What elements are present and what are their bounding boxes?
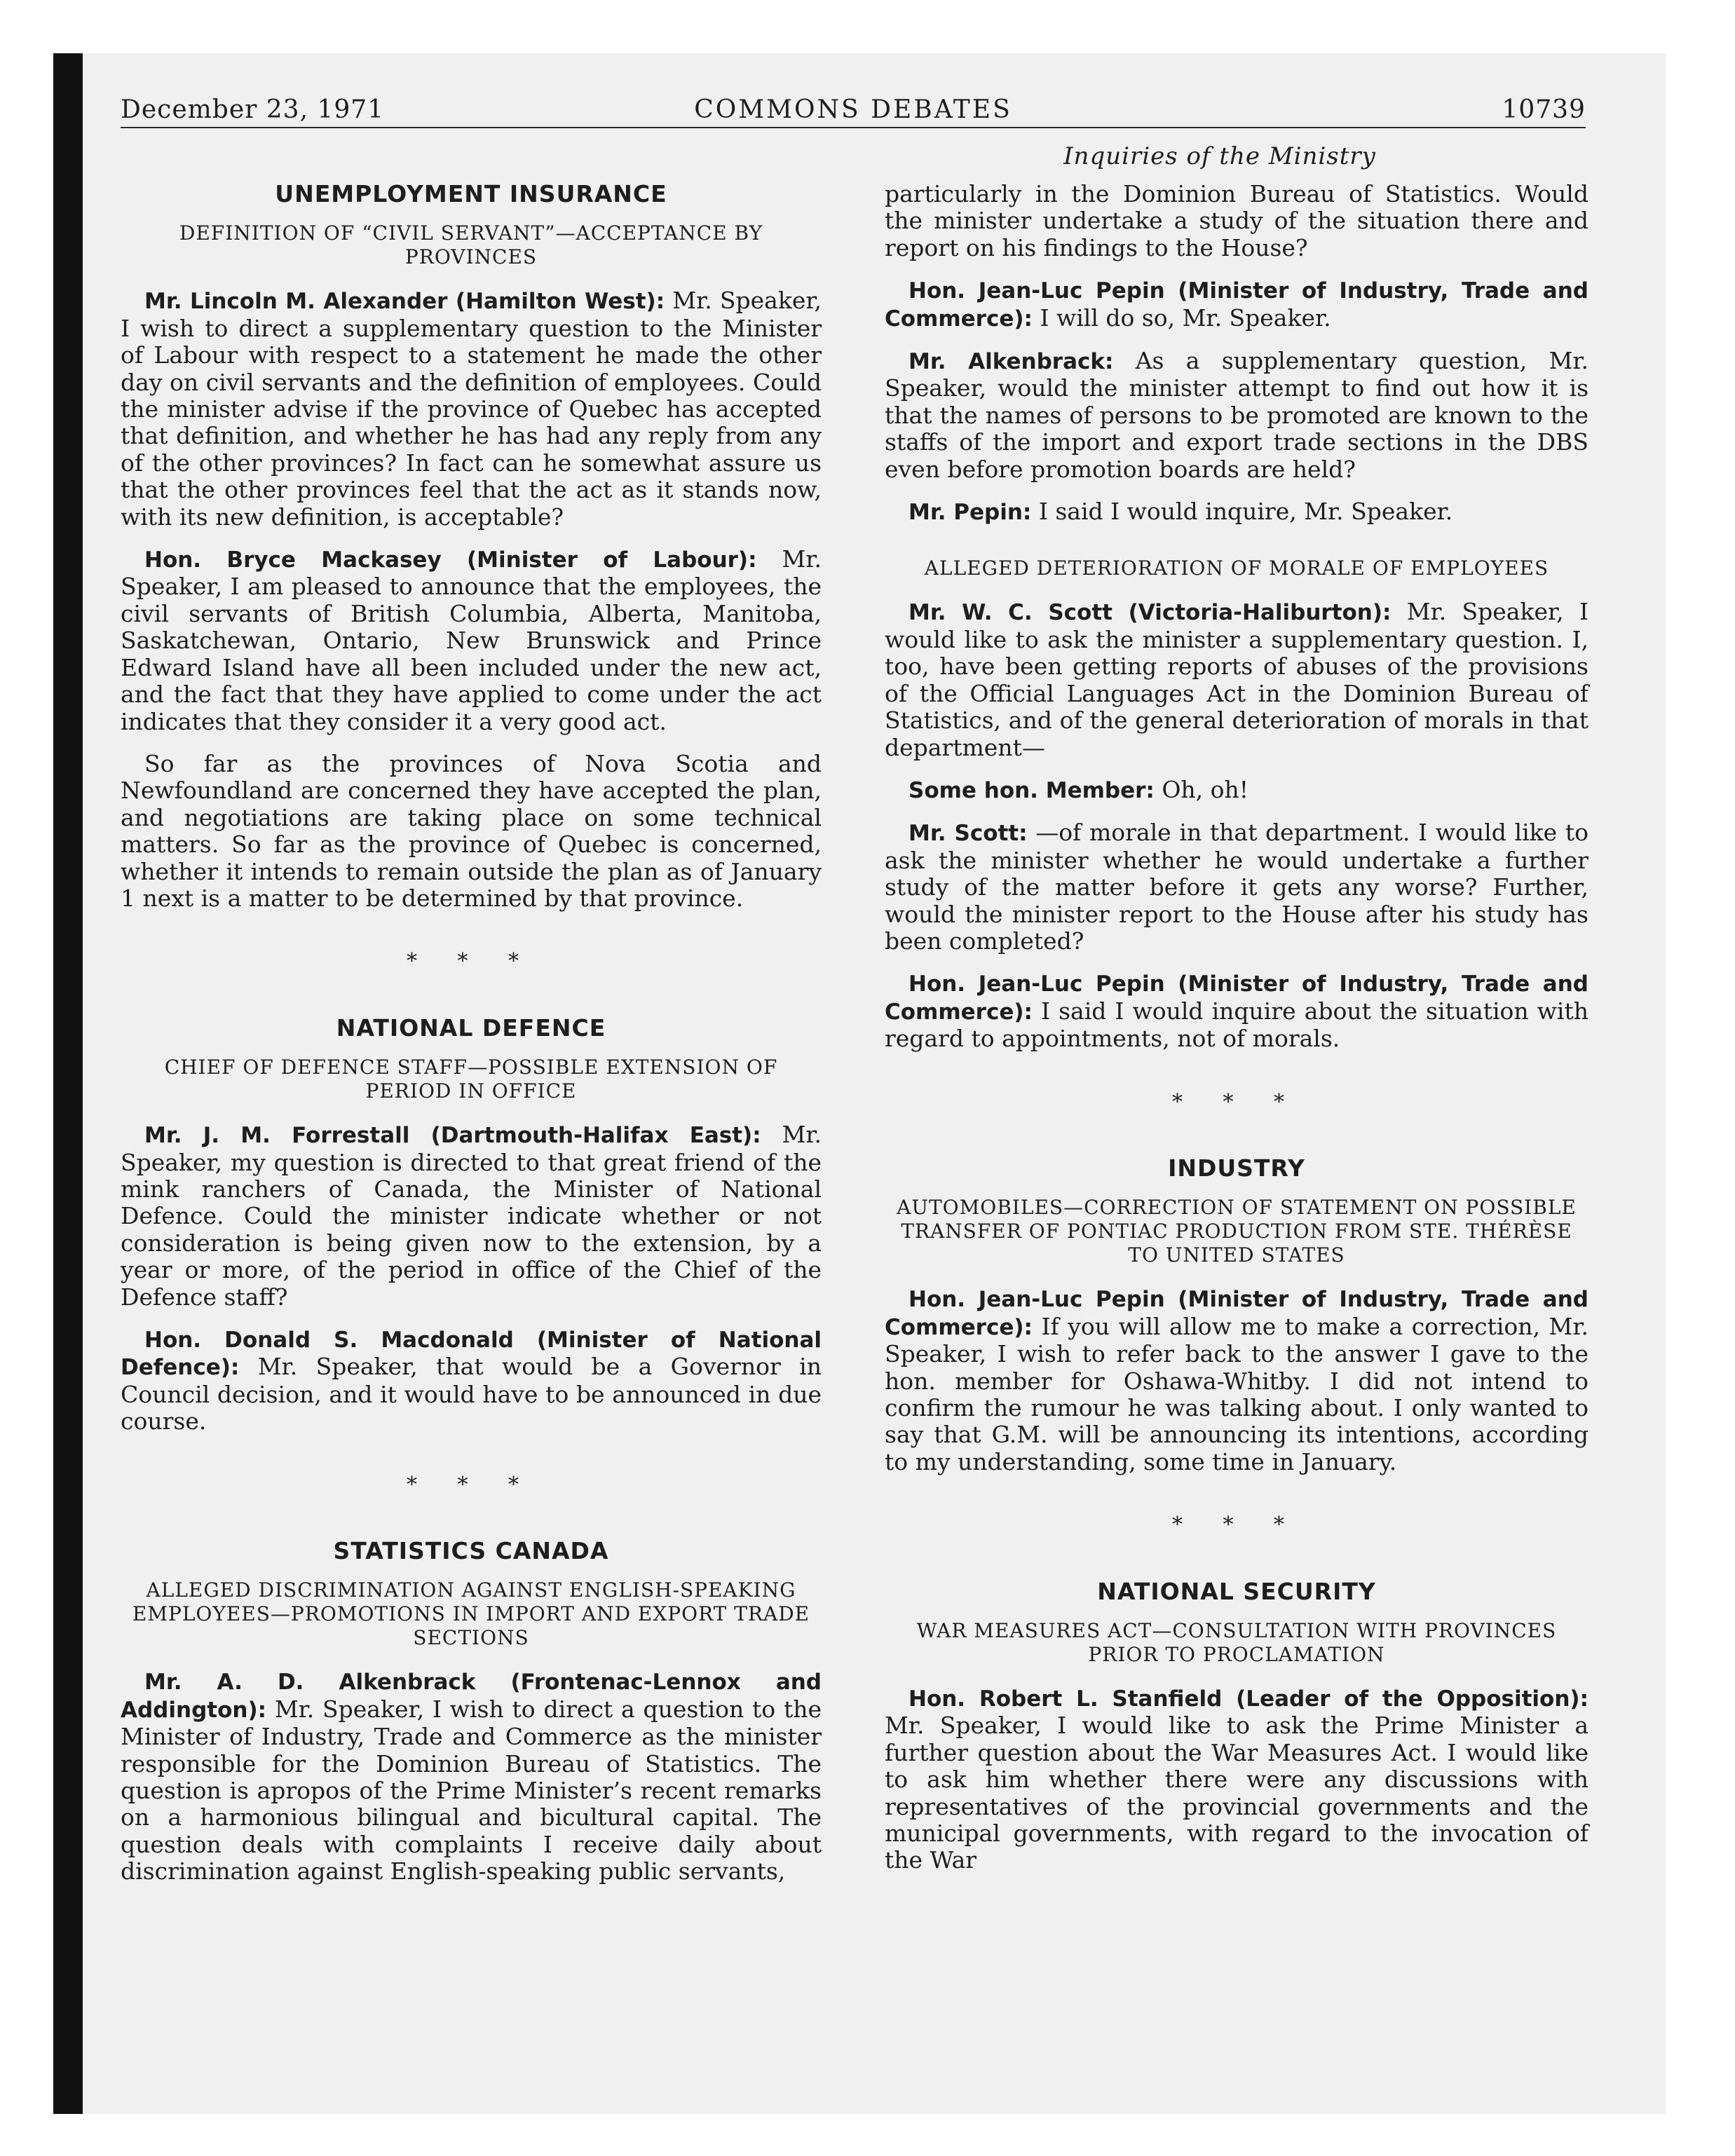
speech-paragraph bbox=[885, 181, 1588, 261]
speaker-name: Hon. Jean-Luc Pepin (Minister of Industry, Trade and Commerce): bbox=[885, 971, 1588, 1025]
speech-text: I will do so, Mr. Speaker. bbox=[1040, 303, 1331, 332]
speech-paragraph bbox=[885, 599, 1588, 760]
section-subheading: CHIEF OF DEFENCE STAFF—POSSIBLE EXTENSION OF PERIOD IN OFFICE bbox=[164, 1056, 778, 1103]
speech-text: —of morale in that department. I would like to ask the minister whether he would undertake a further study of the matter before it gets any worse? Further, would the minister report to the House after his study has been completed? bbox=[885, 819, 1588, 955]
speaker-name: Some hon. Member: bbox=[909, 777, 1155, 803]
section-subheading: ALLEGED DISCRIMINATION AGAINST ENGLISH-SPEAKING EMPLOYEES—PROMOTIONS IN IMPORT AND EXPORT TRADE SECTIONS bbox=[132, 1578, 810, 1650]
speech-text: Mr. Speaker, I wish to direct a supplementary question to the Minister of Labour with respect to a statement he made the other day on civil servants and the definition of employees. Could the minister advise if the province of Quebec has accepted that definition, and whether he has had any reply from any of the other provinces? In fact can he somewhat assure us that the other provinces feel that the act as it stands now, with its new definition, is acceptable? bbox=[121, 287, 822, 531]
speech-text: If you will allow me to make a correction, Mr. Speaker, I wish to refer back to the answer I gave to the hon. member for Oshawa-Whitby. I did not intend to confirm the rumour he was talking about. I only wanted to say that G.M. will be announcing its intentions, according to my understanding, some time in January. bbox=[885, 1312, 1588, 1475]
speech-text: Mr. Speaker, I would like to ask the minister a supplementary question. I, too, have been getting reports of abuses of the provisions of the Official Languages Act in the Dominion Bureau of Statistics, and of the general deterioration of morals in that department— bbox=[885, 598, 1588, 761]
speech-text: Mr. Speaker, I would like to ask the Prime Minister a further question about the War Measures Act. I would like to ask him whether there were any discussions with representatives of the provincial governments and the municipal governments, with regard to the invocation of the War bbox=[885, 1712, 1588, 1874]
speech-paragraph bbox=[885, 970, 1588, 1052]
speech-paragraph bbox=[885, 498, 1588, 526]
speech-paragraph bbox=[885, 1685, 1588, 1874]
section-subheading: DEFINITION OF “CIVIL SERVANT”—ACCEPTANCE BY PROVINCES bbox=[179, 221, 763, 269]
speech-text: Mr. Speaker, I am pleased to announce that the employees, the civil servants of British Columbia, Alberta, Manitoba, Saskatchewan, Ontario, New Brunswick and Prince Edward Island have all been included under the new act, and the fact that they have applied to come under the act indicates that they consider it a very good act. bbox=[121, 545, 822, 735]
right-column bbox=[885, 181, 1588, 1890]
speech-paragraph bbox=[121, 287, 822, 531]
running-head: Inquiries of the Ministry bbox=[1063, 142, 1376, 170]
section-heading: UNEMPLOYMENT INSURANCE bbox=[275, 180, 667, 207]
speaker-name: Mr. Pepin: bbox=[909, 500, 1032, 526]
speech-paragraph bbox=[121, 1668, 822, 1885]
speaker-name: Mr. W. C. Scott (Victoria-Haliburton): bbox=[909, 600, 1392, 626]
speech-text: Mr. Speaker, that would be a Governor in Council decision, and it would have to be announced in due course. bbox=[121, 1353, 822, 1435]
section-separator: * * * bbox=[1171, 1089, 1302, 1114]
speaker-name: Hon. Jean-Luc Pepin (Minister of Industry, Trade and Commerce): bbox=[885, 278, 1588, 332]
speaker-name: Hon. Donald S. Macdonald (Minister of National Defence): bbox=[121, 1328, 822, 1381]
speech-paragraph bbox=[885, 777, 1588, 804]
speech-paragraph bbox=[121, 751, 822, 912]
header-date: December 23, 1971 bbox=[121, 95, 385, 124]
speech-text: Oh, oh! bbox=[1162, 775, 1248, 803]
section-separator: * * * bbox=[1171, 1513, 1302, 1538]
speaker-name: Mr. Scott: bbox=[909, 821, 1028, 847]
speech-text: Mr. Speaker, my question is directed to that great friend of the mink ranchers of Canada, the Minister of National Defence. Could the minister indicate whether or not consideration is being given now to the extension, by a year or more, of the period in office of the Chief of the Defence staff? bbox=[121, 1121, 822, 1311]
speech-text: I said I would inquire about the situation with regard to appointments, not of morals. bbox=[885, 997, 1588, 1053]
section-heading: NATIONAL SECURITY bbox=[1097, 1577, 1376, 1605]
speaker-name: Mr. J. M. Forrestall (Dartmouth-Halifax East): bbox=[144, 1123, 761, 1149]
speech-paragraph bbox=[121, 546, 822, 735]
section-subheading: ALLEGED DETERIORATION OF MORALE OF EMPLOYEES bbox=[924, 557, 1549, 580]
speech-text: particularly in the Dominion Bureau of Statistics. Would the minister undertake a study of the situation there and report on his findings to the House? bbox=[885, 180, 1588, 261]
section-heading: INDUSTRY bbox=[1168, 1154, 1305, 1182]
section-heading: NATIONAL DEFENCE bbox=[336, 1014, 606, 1042]
speaker-name: Mr. Lincoln M. Alexander (Hamilton West): bbox=[144, 289, 665, 315]
page-header bbox=[121, 95, 1586, 128]
speaker-name: Mr. A. D. Alkenbrack (Frontenac-Lennox and Addington): bbox=[121, 1670, 822, 1723]
speech-paragraph bbox=[885, 277, 1588, 332]
speech-paragraph bbox=[121, 1326, 822, 1435]
section-separator: * * * bbox=[406, 1472, 536, 1497]
speech-text: So far as the provinces of Nova Scotia and Newfoundland are concerned they have accepted the plan, and negotiations are taking place on some technical matters. So far as the province of Quebec is concerned, whether it intends to remain outside the plan as of January 1 next is a matter to be determined by that province. bbox=[121, 749, 822, 912]
left-column bbox=[121, 181, 822, 1901]
header-title: COMMONS DEBATES bbox=[694, 95, 1012, 124]
speech-paragraph bbox=[885, 819, 1588, 955]
speaker-name: Hon. Bryce Mackasey (Minister of Labour): bbox=[144, 547, 757, 573]
page-number: 10739 bbox=[1502, 95, 1586, 124]
section-subheading: AUTOMOBILES—CORRECTION OF STATEMENT ON POSSIBLE TRANSFER OF PONTIAC PRODUCTION FROM STE. THÉRÈSE TO UNITED STATES bbox=[897, 1196, 1577, 1267]
speech-text: As a supplementary question, Mr. Speaker, would the minister attempt to find out how it is that the names of persons to be promoted are known to the staffs of the import and export trade sections in the DBS even before promotion boards are held? bbox=[885, 347, 1588, 483]
speaker-name: Hon. Jean-Luc Pepin (Minister of Industry, Trade and Commerce): bbox=[885, 1287, 1588, 1340]
section-subheading: WAR MEASURES ACT—CONSULTATION WITH PROVINCES PRIOR TO PROCLAMATION bbox=[916, 1619, 1557, 1667]
section-heading: STATISTICS CANADA bbox=[333, 1537, 609, 1565]
section-separator: * * * bbox=[406, 949, 536, 974]
speech-paragraph bbox=[885, 348, 1588, 483]
speech-text: Mr. Speaker, I wish to direct a question to the Minister of Industry, Trade and Commerce as the minister responsible for the Dominion Bureau of Statistics. The question is apropos of the Prime Minister’s recent remarks on a harmonious bilingual and bicultural capital. The question deals with complaints I receive daily about discrimination against English-speaking public servants, bbox=[121, 1695, 822, 1885]
speaker-name: Mr. Alkenbrack: bbox=[909, 349, 1114, 375]
binding-shadow bbox=[53, 53, 83, 2114]
speaker-name: Hon. Robert L. Stanfield (Leader of the Opposition): bbox=[909, 1686, 1588, 1712]
speech-paragraph bbox=[885, 1285, 1588, 1475]
speech-paragraph bbox=[121, 1121, 822, 1311]
speech-text: I said I would inquire, Mr. Speaker. bbox=[1038, 498, 1453, 526]
